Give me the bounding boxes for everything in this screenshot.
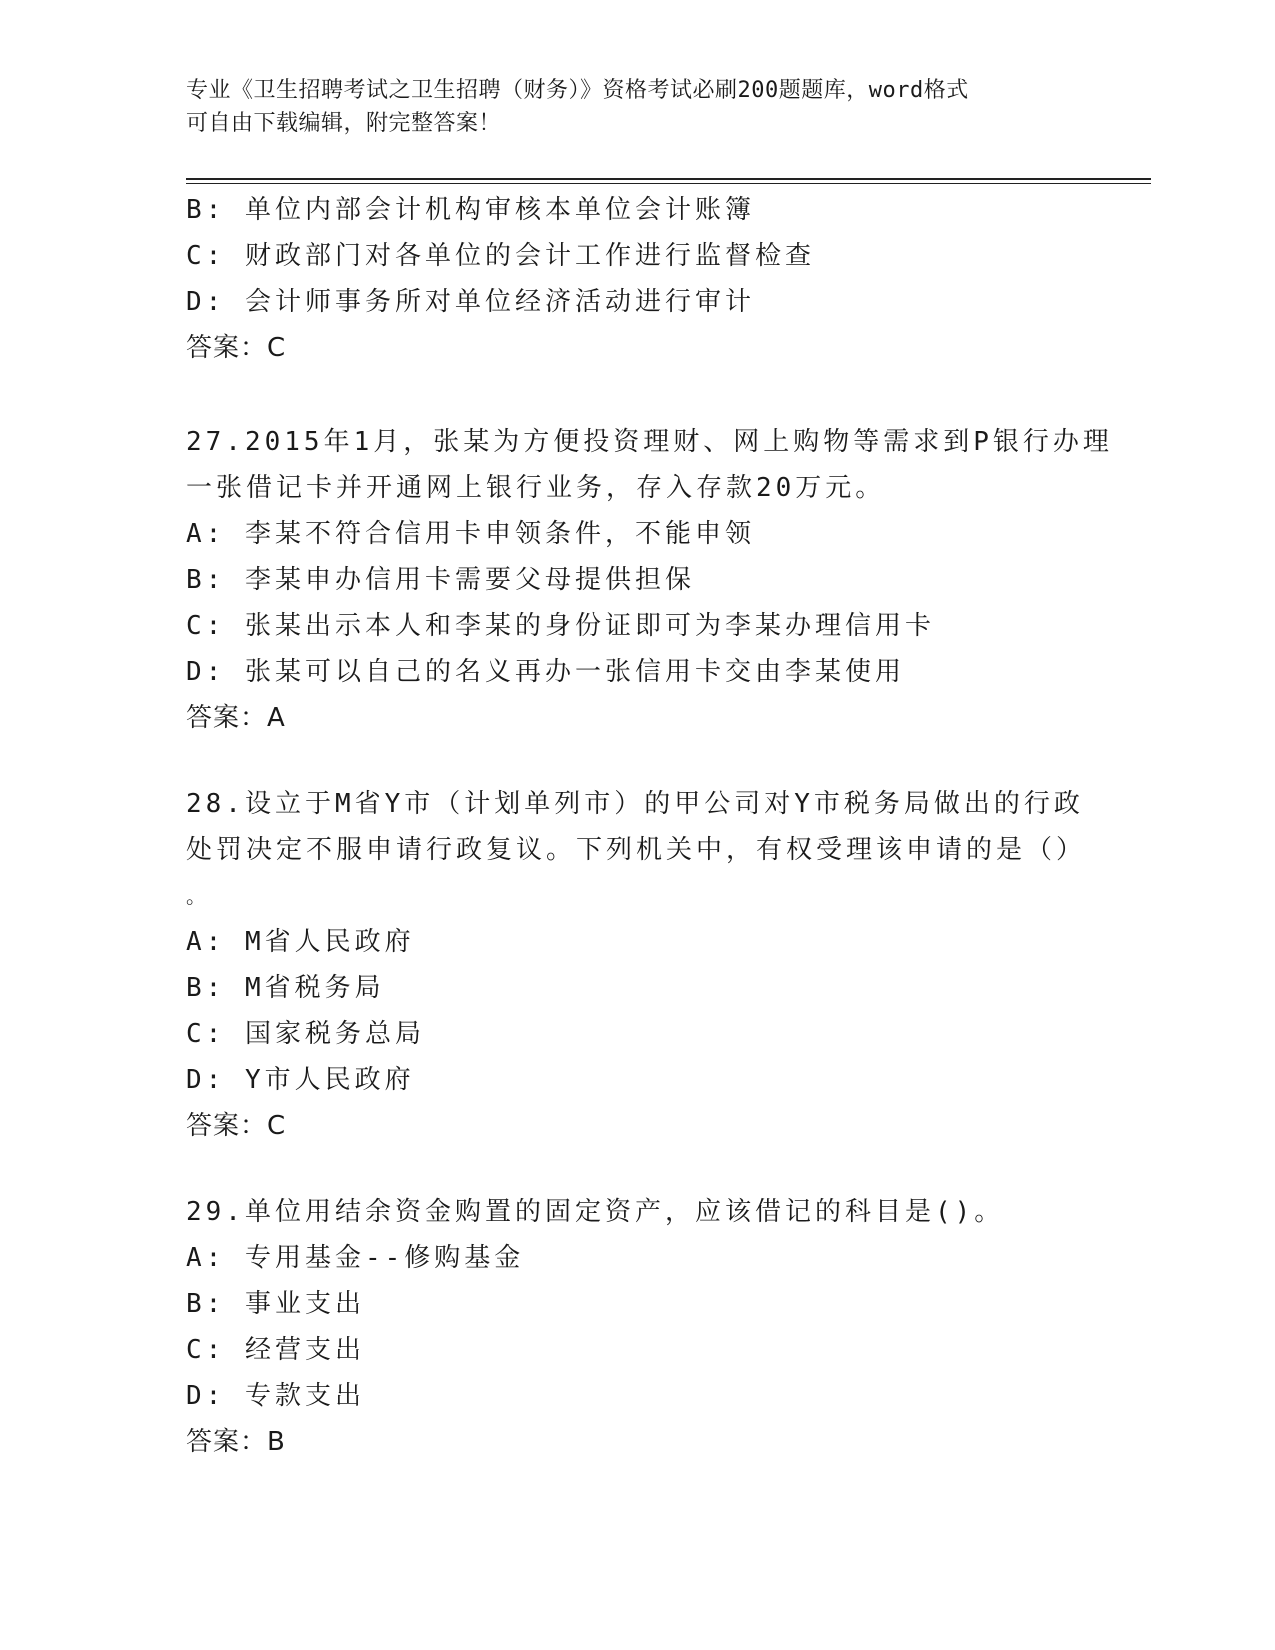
header-divider-thin xyxy=(186,183,1151,184)
answer-line: 答案：C xyxy=(186,333,287,363)
answer-line: 答案：A xyxy=(186,703,286,733)
question-block-27 xyxy=(186,419,1113,741)
question-block-28 xyxy=(186,781,1086,1149)
option-b: B: 单位内部会计机构审核本单位会计账簿 xyxy=(186,195,755,225)
question-block-26-partial xyxy=(186,187,1086,371)
question-stem-line: 29.单位用结余资金购置的固定资产，应该借记的科目是()。 xyxy=(186,1197,1005,1227)
option-a: A: 李某不符合信用卡申领条件，不能申领 xyxy=(186,519,755,549)
option-b: B: M省税务局 xyxy=(186,973,385,1003)
spacer xyxy=(186,1149,1086,1189)
question-content xyxy=(186,187,1113,1465)
option-d: D: 会计师事务所对单位经济活动进行审计 xyxy=(186,287,755,317)
option-c: C: 张某出示本人和李某的身份证即可为李某办理信用卡 xyxy=(186,611,935,641)
header-line-1: 专业《卫生招聘考试之卫生招聘（财务）》资格考试必刷200题题库，word格式 xyxy=(186,78,969,103)
question-stem-line: 28.设立于M省Y市（计划单列市）的甲公司对Y市税务局做出的行政 xyxy=(186,789,1084,819)
option-a: A: M省人民政府 xyxy=(186,927,415,957)
spacer xyxy=(186,741,1086,781)
option-c: C: 财政部门对各单位的会计工作进行监督检查 xyxy=(186,241,815,271)
option-b: B: 事业支出 xyxy=(186,1289,365,1319)
question-stem-line: 27.2015年1月，张某为方便投资理财、网上购物等需求到P银行办理 xyxy=(186,427,1113,457)
header-line-2: 可自由下载编辑，附完整答案！ xyxy=(186,111,502,136)
question-stem-line: 。 xyxy=(186,884,210,908)
option-d: D: Y市人民政府 xyxy=(186,1065,415,1095)
answer-line: 答案：B xyxy=(186,1427,286,1457)
question-stem-line: 处罚决定不服申请行政复议。下列机关中，有权受理该申请的是（） xyxy=(186,835,1087,865)
option-b: B: 李某申办信用卡需要父母提供担保 xyxy=(186,565,695,595)
spacer xyxy=(186,371,1086,419)
option-a: A: 专用基金--修购基金 xyxy=(186,1243,525,1273)
question-stem-line: 一张借记卡并开通网上银行业务，存入存款20万元。 xyxy=(186,473,886,503)
header-divider-thick xyxy=(186,178,1151,180)
option-c: C: 国家税务总局 xyxy=(186,1019,425,1049)
option-d: D: 张某可以自己的名义再办一张信用卡交由李某使用 xyxy=(186,657,905,687)
document-header xyxy=(186,74,1086,140)
answer-line: 答案：C xyxy=(186,1111,287,1141)
option-d: D: 专款支出 xyxy=(186,1381,365,1411)
option-c: C: 经营支出 xyxy=(186,1335,365,1365)
question-block-29 xyxy=(186,1189,1086,1465)
